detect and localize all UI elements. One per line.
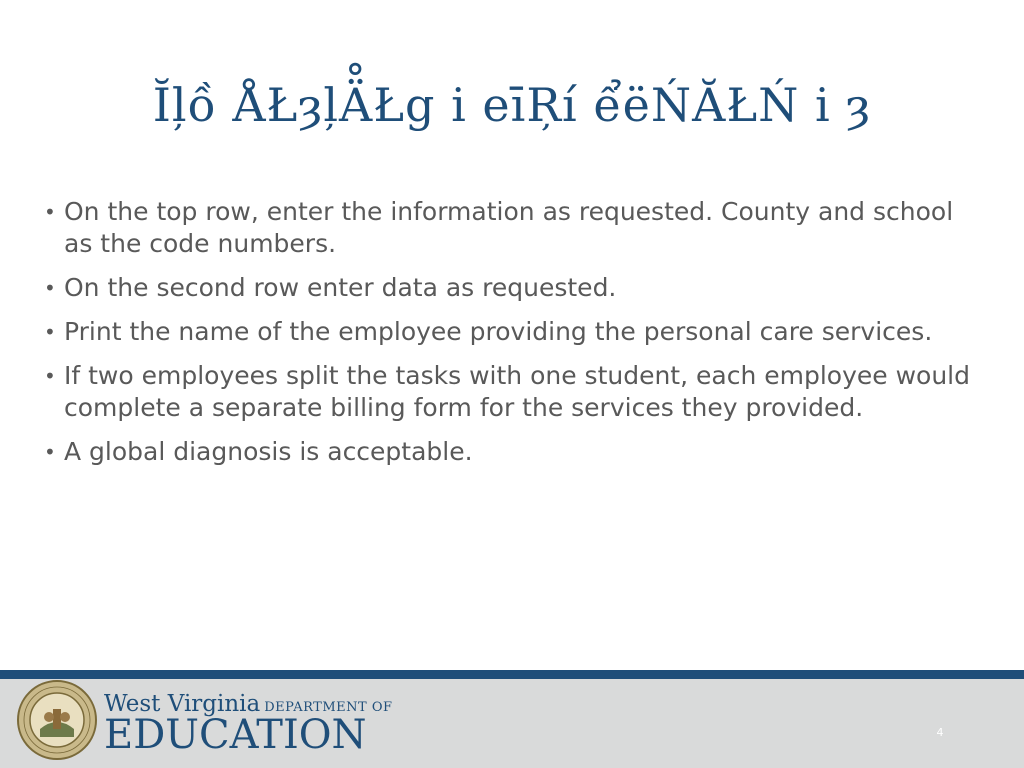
- bullet-item: [40, 360, 970, 424]
- bullet-text: Print the name of the employee providing the personal care services.: [64, 317, 933, 346]
- bullet-dot-icon: •: [44, 276, 56, 300]
- bullet-text: If two employees split the tasks with one student, each employee would complete a separate billing form for the services they provided.: [64, 361, 970, 422]
- bullet-item: [40, 272, 970, 304]
- bullet-text: A global diagnosis is acceptable.: [64, 437, 473, 466]
- bullet-text: On the top row, enter the information as requested. County and school as the code numbers.: [64, 197, 954, 258]
- state-seal-icon: [16, 679, 98, 761]
- slide-title: Ĭļồ ÅŁȝļÄ̊Łg i eīŖí ểëŃĂŁŃ i ȝ: [152, 78, 872, 132]
- bullet-item: [40, 316, 970, 348]
- bullet-item: [40, 436, 970, 468]
- logo-education-label: EDUCATION: [104, 712, 367, 758]
- bullet-dot-icon: •: [44, 200, 56, 224]
- bullet-dot-icon: •: [44, 364, 56, 388]
- bullet-text: On the second row enter data as requested.: [64, 273, 617, 302]
- logo-dept-label: DEPARTMENT OF: [264, 700, 393, 715]
- bullet-dot-icon: •: [44, 440, 56, 464]
- bullet-item: [40, 196, 970, 260]
- logo-state-name: West Virginia: [104, 691, 261, 717]
- page-number: 4: [936, 726, 944, 739]
- bullet-list: [40, 196, 970, 480]
- bullet-dot-icon: •: [44, 320, 56, 344]
